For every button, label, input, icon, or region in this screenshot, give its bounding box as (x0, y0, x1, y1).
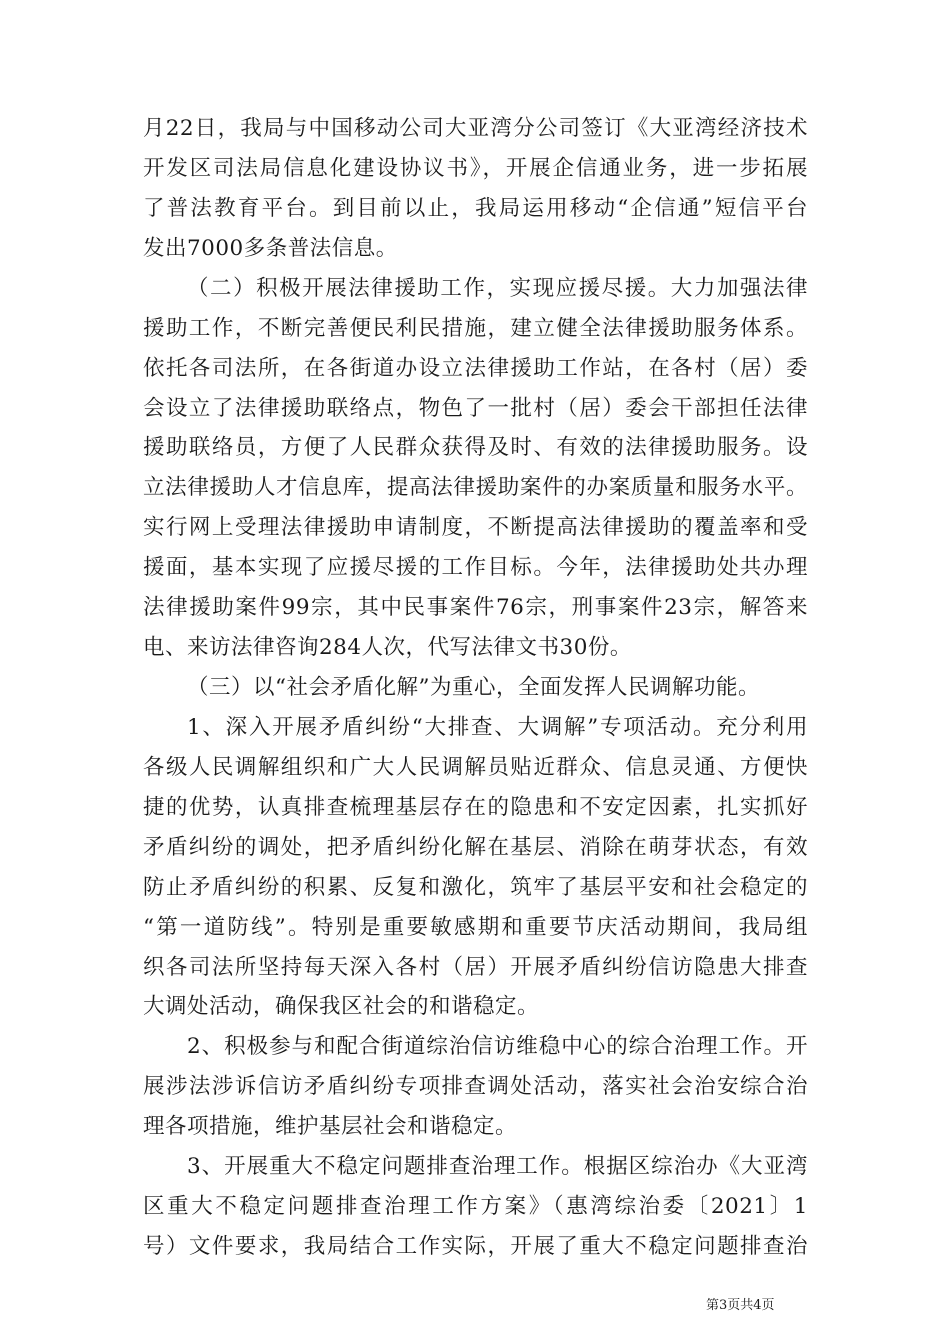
text-line: 2、积极参与和配合街道综治信访维稳中心的综合治理工作。开 (187, 1034, 808, 1059)
text-line: 法律援助案件99宗，其中民事案件76宗，刑事案件23宗，解答来 (143, 595, 808, 620)
text-line: 援助工作，不断完善便民利民措施，建立健全法律援助服务体系。 (143, 316, 808, 341)
text-line: 捷的优势，认真排查梳理基层存在的隐患和不安定因素，扎实抓好 (143, 795, 808, 820)
text-line: 矛盾纠纷的调处，把矛盾纠纷化解在基层、消除在萌芽状态，有效 (143, 835, 808, 860)
text-line: 开发区司法局信息化建设协议书》，开展企信通业务，进一步拓展 (143, 156, 808, 181)
section-heading: （三）以“社会矛盾化解”为重心，全面发挥人民调解功能。 (187, 675, 760, 700)
text-line: 会设立了法律援助联络点，物色了一批村（居）委会干部担任法律 (143, 396, 808, 421)
text-line: 各级人民调解组织和广大人民调解员贴近群众、信息灵通、方便快 (143, 755, 808, 780)
text-line: 织各司法所坚持每天深入各村（居）开展矛盾纠纷信访隐患大排查 (143, 955, 808, 980)
text-line: 1、深入开展矛盾纠纷“大排查、大调解”专项活动。充分利用 (187, 715, 808, 740)
text-line: 援助联络员，方便了人民群众获得及时、有效的法律援助服务。设 (143, 435, 808, 460)
text-line: 发出7000多条普法信息。 (143, 236, 398, 261)
text-line: 3、开展重大不稳定问题排查治理工作。根据区综治办《大亚湾 (187, 1154, 808, 1179)
text-line: 了普法教育平台。到目前以止，我局运用移动“企信通”短信平台 (143, 196, 808, 221)
text-line: 防止矛盾纠纷的积累、反复和激化，筑牢了基层平安和社会稳定的 (143, 875, 808, 900)
text-line: 大调处活动，确保我区社会的和谐稳定。 (143, 994, 540, 1019)
text-line: 援面，基本实现了应援尽援的工作目标。今年，法律援助处共办理 (143, 555, 808, 580)
text-line: 依托各司法所，在各街道办设立法律援助工作站，在各村（居）委 (143, 356, 808, 381)
text-line: 立法律援助人才信息库，提高法律援助案件的办案质量和服务水平。 (143, 475, 808, 500)
text-line: （二）积极开展法律援助工作，实现应援尽援。大力加强法律 (187, 276, 808, 301)
text-line: 月22日，我局与中国移动公司大亚湾分公司签订《大亚湾经济技术 (143, 116, 808, 141)
page-number: 第3页共4页 (706, 1298, 775, 1313)
text-line: 号）文件要求，我局结合工作实际，开展了重大不稳定问题排查治 (143, 1234, 808, 1259)
text-line: “第一道防线”。特别是重要敏感期和重要节庆活动期间，我局组 (143, 915, 808, 940)
text-line: 实行网上受理法律援助申请制度，不断提高法律援助的覆盖率和受 (143, 515, 808, 540)
text-line: 区重大不稳定问题排查治理工作方案》（惠湾综治委〔2021〕1 (143, 1194, 808, 1219)
text-line: 展涉法涉诉信访矛盾纠纷专项排查调处活动，落实社会治安综合治 (143, 1074, 808, 1099)
text-line: 电、来访法律咨询284人次，代写法律文书30份。 (143, 635, 632, 660)
text-line: 理各项措施，维护基层社会和谐稳定。 (143, 1114, 518, 1139)
